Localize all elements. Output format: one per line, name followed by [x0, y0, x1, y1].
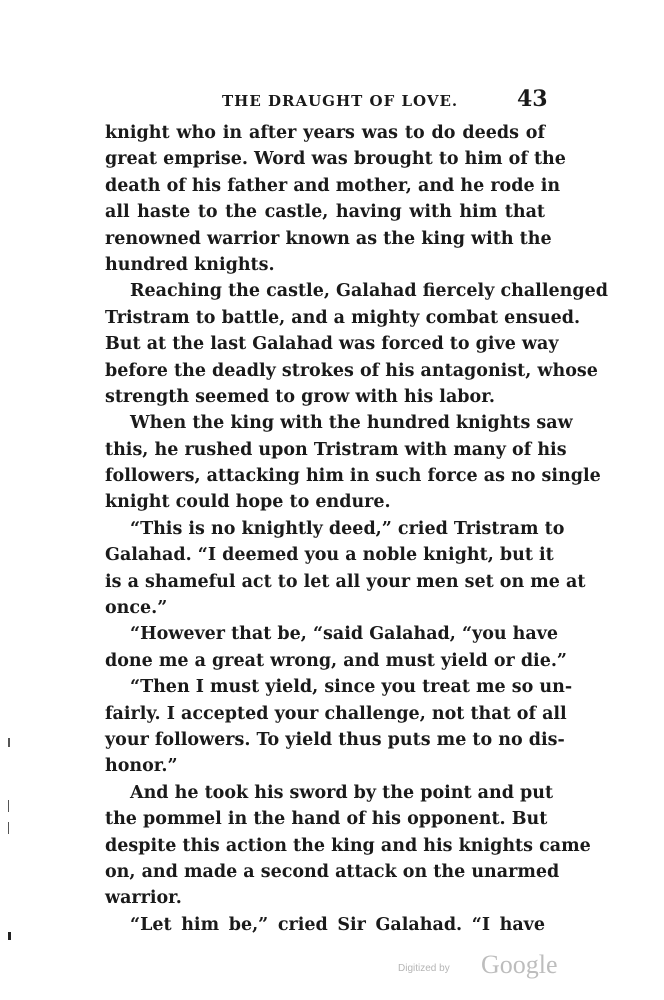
margin-mark: [8, 800, 9, 812]
text-line: your followers. To yield thus puts me to no dis-: [105, 729, 565, 750]
text-line: is a shameful act to let all your men set on me at: [105, 571, 586, 592]
digitized-watermark: [398, 950, 598, 980]
text-line: before the deadly strokes of his antagonist, whose: [105, 360, 598, 381]
text-line: strength seemed to grow with his labor.: [105, 386, 495, 407]
text-line: done me a great wrong, and must yield or die.”: [105, 650, 567, 671]
watermark-prefix: Digitized by: [398, 963, 450, 974]
text-line: renowned warrior known as the king with the: [105, 228, 552, 249]
text-line: knight could hope to endure.: [105, 492, 391, 513]
text-line: followers, attacking him in such force as no single: [105, 466, 601, 487]
text-line: Galahad. “I deemed you a noble knight, but it: [105, 545, 554, 566]
text-line: But at the last Galahad was forced to give way: [105, 334, 559, 355]
text-line: the pommel in the hand of his opponent. But: [105, 809, 548, 830]
text-line: death of his father and mother, and he rode in: [105, 175, 561, 196]
margin-mark: [8, 822, 9, 834]
text-line: this, he rushed upon Tristram with many of his: [105, 439, 567, 460]
body-text: [105, 120, 608, 938]
text-line: Tristram to battle, and a mighty combat ensued.: [105, 307, 581, 328]
text-line: “This is no knightly deed,” cried Tristram to: [130, 518, 565, 539]
text-line: Reaching the castle, Galahad fiercely challenged: [130, 281, 608, 302]
text-line: warrior.: [105, 888, 182, 909]
text-line: “Then I must yield, since you treat me so un-: [130, 677, 573, 698]
running-title: THE DRAUGHT OF LOVE.: [222, 92, 459, 110]
text-line: “However that be, “said Galahad, “you have: [130, 624, 559, 645]
text-line: great emprise. Word was brought to him of the: [105, 149, 566, 170]
text-line: despite this action the king and his knights came: [105, 835, 591, 856]
text-line: knight who in after years was to do deeds of: [105, 123, 545, 143]
text-line: “Let him be,” cried Sir Galahad. “I have: [130, 914, 545, 935]
text-line: fairly. I accepted your challenge, not that of all: [105, 703, 567, 724]
margin-mark: [8, 738, 10, 747]
text-line: all haste to the castle, having with him that: [105, 202, 545, 223]
text-line: on, and made a second attack on the unarmed: [105, 861, 560, 882]
margin-mark: [8, 932, 11, 940]
watermark-brand: Google: [481, 950, 558, 979]
text-line: honor.”: [105, 756, 178, 777]
text-line: And he took his sword by the point and put: [130, 782, 554, 803]
running-head: [0, 86, 664, 116]
text-line: hundred knights.: [105, 254, 275, 275]
text-line: When the king with the hundred knights saw: [130, 413, 573, 434]
page-number: 43: [517, 86, 548, 112]
text-line: once.”: [105, 598, 168, 619]
